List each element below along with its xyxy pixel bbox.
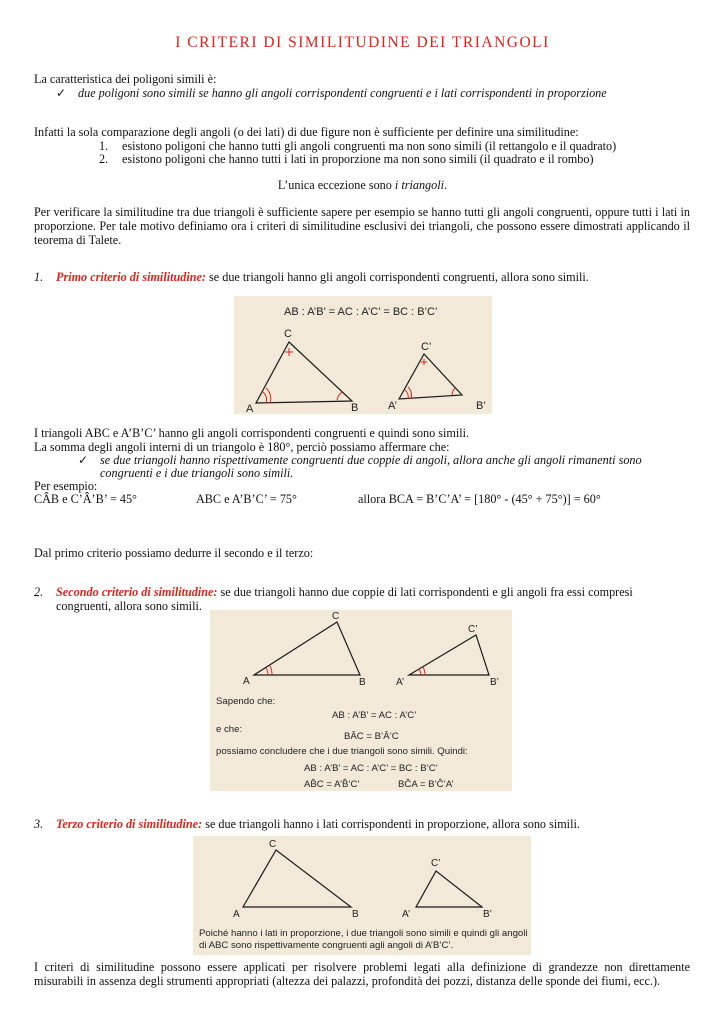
exception-line: [0, 178, 725, 192]
example-1: CÂB e C’Â’B’ = 45°: [34, 492, 137, 506]
label-b2: B’: [476, 400, 486, 412]
criterion-2-text: se due triangoli hanno due coppie di lati corrispondenti e gli angoli fra essi compresi: [217, 585, 633, 599]
label-a2: A’: [396, 677, 405, 688]
label-a2: A’: [402, 909, 411, 920]
angle-mark-a2: [419, 669, 421, 675]
para2-line: Infatti la sola comparazione degli angoli (o dei lati) di due figure non è sufficiente per definire una similitudine:: [34, 125, 579, 139]
angle-mark-b2: [452, 388, 455, 395]
criterion-2-number: 2.: [34, 585, 44, 599]
criterion-1-heading: [34, 270, 589, 284]
label-b: B: [351, 402, 359, 414]
figure-2-formula-2: BÂC = B’Â’C: [344, 731, 399, 742]
label-c: C: [284, 328, 292, 340]
angle-mark-a2: [423, 667, 425, 675]
after1-emphasis-1: se due triangoli hanno rispettivamente congruenti due coppie di angoli, allora anche gli angoli rimanenti sono: [100, 453, 642, 467]
triangle-abc: [254, 622, 360, 675]
label-a: A: [246, 403, 254, 414]
figure-3-caption-1: Poiché hanno i lati in proporzione, i due triangoli sono simili e quindi gli angoli: [199, 928, 528, 939]
check-icon: ✓: [78, 453, 89, 467]
figure-3: [193, 836, 531, 955]
figure-2: [210, 610, 512, 791]
criterion-3-text: se due triangoli hanno i lati corrispondenti in proporzione, allora sono simili.: [202, 817, 580, 831]
triangle-abc: [243, 850, 351, 907]
label-c2: C’: [468, 624, 478, 635]
criterion-3-number: 3.: [34, 817, 44, 831]
exception-post: .: [444, 178, 448, 192]
label-c2: C’: [431, 858, 441, 869]
label-c: C: [269, 839, 277, 850]
figure-1-formula: AB : A’B’ = AC : A’C’ = BC : B’C’: [284, 306, 438, 318]
angle-mark-a: [263, 392, 267, 403]
list-item-number: 1.: [99, 139, 109, 153]
closing-line-2: misurabili in assenza degli strumenti appropriati (altezza dei palazzi, profondità dei pozzi, distanza delle sponde dei fiumi, ecc.).: [34, 974, 661, 988]
deduce-line: Dal primo criterio possiamo dedurre il secondo e il terzo:: [34, 546, 314, 560]
example-3: allora BCA = B’C’A’ = [180° - (45° + 75°)] = 60°: [358, 492, 601, 506]
after1-line1: I triangoli ABC e A’B’C’ hanno gli angoli corrispondenti congruenti e quindi sono simili.: [34, 426, 470, 440]
example-label: Per esempio:: [34, 479, 98, 493]
triangle-a2b2c2: [416, 871, 482, 907]
criterion-1-number: 1.: [34, 270, 44, 284]
figure-1: [234, 296, 492, 414]
figure-2-text-2: e che:: [216, 724, 243, 735]
list-item-text: esistono poligoni che hanno tutti i lati in proporzione ma non sono simili (il quadrato e il rombo): [122, 152, 594, 166]
criterion-3-heading: [34, 817, 580, 831]
page-title: I CRITERI DI SIMILITUDINE DEI TRIANGOLI: [175, 34, 550, 51]
triangle-a2b2c2: [409, 635, 489, 675]
criterion-3-name: Terzo criterio di similitudine:: [56, 817, 203, 831]
angle-mark-a: [270, 666, 272, 675]
definition-text: due poligoni sono simili se hanno gli angoli corrispondenti congruenti e i lati corrispondenti in proporzione: [78, 86, 607, 100]
criterion-2-heading: [34, 585, 633, 599]
label-a: A: [233, 909, 240, 920]
label-b2: B’: [483, 909, 492, 920]
figure-1-drawing: [234, 296, 492, 414]
after1-line2: La somma degli angoli interni di un triangolo è 180°, perciò possiamo affermare che:: [34, 440, 450, 454]
angle-mark-b: [337, 392, 342, 400]
example-2: ABC e A’B’C’ = 75°: [196, 492, 297, 506]
label-b: B: [359, 677, 366, 688]
label-a: A: [243, 676, 250, 687]
criterion-1-text: se due triangoli hanno gli angoli corrispondenti congruenti, allora sono simili.: [205, 270, 589, 284]
criterion-1-name: Primo criterio di similitudine:: [56, 270, 206, 284]
label-b: B: [352, 909, 359, 920]
after1-emphasis-2: congruenti e i due triangoli sono simili.: [100, 466, 294, 480]
intro-line: La caratteristica dei poligoni simili è:: [34, 72, 217, 86]
figure-2-formula-4b: BĈA = B’Ĉ’A’: [398, 779, 454, 790]
figure-2-formula-3: AB : A’B’ = AC : A’C’ = BC : B’C’: [304, 763, 438, 774]
list-item-text: esistono poligoni che hanno tutti gli angoli congruenti ma non sono simili (il rettangolo e il quadrato): [122, 139, 617, 153]
label-a2: A’: [388, 400, 397, 412]
criterion-2-name: Secondo criterio di similitudine:: [56, 585, 218, 599]
figure-2-formula-4a: AB̂C = A’B̂’C’: [304, 779, 360, 790]
label-c: C: [332, 611, 340, 622]
label-b2: B’: [490, 677, 499, 688]
angle-mark-a2: [405, 390, 408, 399]
closing-line-1: I criteri di similitudine possono essere applicati per risolvere problemi legati alla definizione di grandezze non direttamente: [34, 960, 690, 974]
figure-2-text-3: possiamo concludere che i due triangoli sono simili. Quindi:: [216, 746, 468, 757]
para3: Per verificare la similitudine tra due triangoli è sufficiente sapere per esempio se hanno tutti gli angoli congruenti, oppure tutti i lati in proporzione. Per tale motivo definiamo ora i criteri di similitudine esclusivi dei triangoli, che possono essere dimostrati applicando il teorema di Talete.: [34, 205, 690, 247]
figure-2-formula-1: AB : A’B’ = AC : A’C’: [332, 710, 417, 721]
exception-pre: L’unica eccezione sono: [277, 178, 395, 192]
angle-mark-a: [266, 668, 268, 675]
figure-3-caption-2: di ABC sono rispettivamente congruenti agli angoli di A’B’C’.: [199, 940, 454, 951]
exception-emphasis: i triangoli: [394, 178, 445, 192]
check-icon: ✓: [56, 86, 67, 100]
figure-2-text-1: Sapendo che:: [216, 696, 276, 707]
criterion-2-text-cont: congruenti, allora sono simili.: [56, 599, 202, 613]
label-c2: C’: [421, 341, 432, 353]
list-item-number: 2.: [99, 152, 109, 166]
